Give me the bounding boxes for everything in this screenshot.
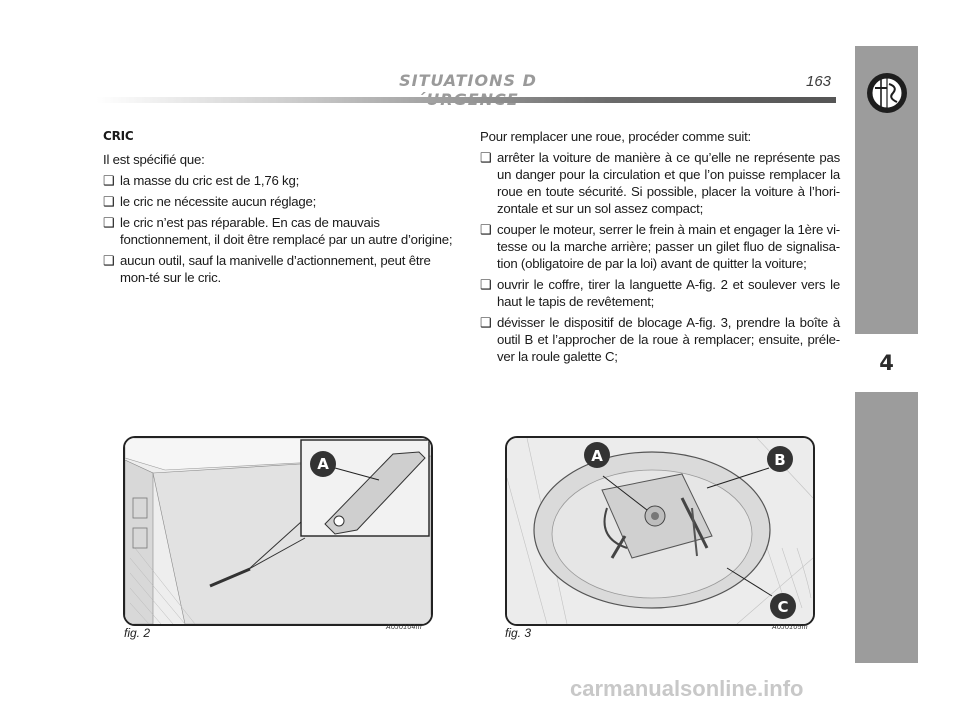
bullet-icon: ❑ (480, 150, 492, 165)
watermark: carmanualsonline.info (570, 676, 804, 701)
header-rule (96, 97, 836, 103)
bullet-icon: ❑ (480, 222, 492, 237)
list-item: ❑ aucun outil, sauf la manivelle d’actionnement, peut être mon-té sur le cric. (103, 253, 431, 285)
bullet-icon: ❑ (103, 215, 115, 230)
chapter-tab[interactable]: 4 (855, 334, 918, 392)
list-item: ❑ couper le moteur, serrer le frein à main et engager la 1ère vi-tesse ou la marche arrière; passer un gilet fluo de signalisa-tion (obligatoire de par la loi) avant de quitter la voiture; (480, 222, 840, 271)
list-item: ❑ ouvrir le coffre, tirer la languette A-fig. 2 et soulever vers le haut le tapis de revêtement; (480, 277, 840, 309)
list-item: ❑ le cric n’est pas réparable. En cas de mauvais fonctionnement, il doit être remplacé par un autre d’origine; (103, 215, 453, 247)
bullet-icon: ❑ (480, 277, 492, 292)
bullet-icon: ❑ (103, 173, 115, 188)
figure-2-label: fig. 2 (124, 626, 151, 640)
page-number: 163 (806, 73, 832, 90)
alfa-romeo-logo-icon (866, 72, 908, 114)
callout-b: B (774, 451, 786, 469)
trunk-illustration (125, 438, 431, 624)
figure-3-code: A0J0105m (772, 624, 808, 631)
callout-c: C (777, 598, 789, 616)
bullet-icon: ❑ (480, 315, 492, 330)
figure-2-image (123, 436, 433, 626)
list-item: ❑ la masse du cric est de 1,76 kg; (103, 173, 300, 188)
list-item: ❑ arrêter la voiture de manière à ce qu’elle ne représente pas un danger pour la circulation et que l’on puisse remplacer la roue en toute sécurité. Si possible, placer la voiture à l’hori-zontale et sur un sol assez compact; (480, 150, 840, 216)
callout-a: A (591, 447, 603, 465)
figure-3-image (505, 436, 815, 626)
right-column (480, 128, 840, 369)
intro-text: Il est spécifié que: (103, 152, 205, 167)
bullet-icon: ❑ (103, 194, 115, 209)
list-item: ❑ le cric ne nécessite aucun réglage; (103, 194, 317, 209)
procedure-intro: Pour remplacer une roue, procéder comme suit: (480, 129, 751, 144)
figure-2-code: A0J0104m (386, 624, 422, 631)
section-title: SITUATIONS D (399, 71, 537, 90)
figure-3-label: fig. 3 (505, 626, 532, 640)
heading-cric: CRIC (103, 129, 134, 143)
left-column (103, 128, 463, 290)
callout-a: A (317, 455, 329, 473)
spare-wheel-illustration (507, 438, 813, 624)
list-item: ❑ dévisser le dispositif de blocage A-fig. 3, prendre la boîte à outil B et l’approcher de la roue à remplacer; ensuite, préle-ver la roule galette C; (480, 315, 840, 364)
bullet-icon: ❑ (103, 253, 115, 268)
